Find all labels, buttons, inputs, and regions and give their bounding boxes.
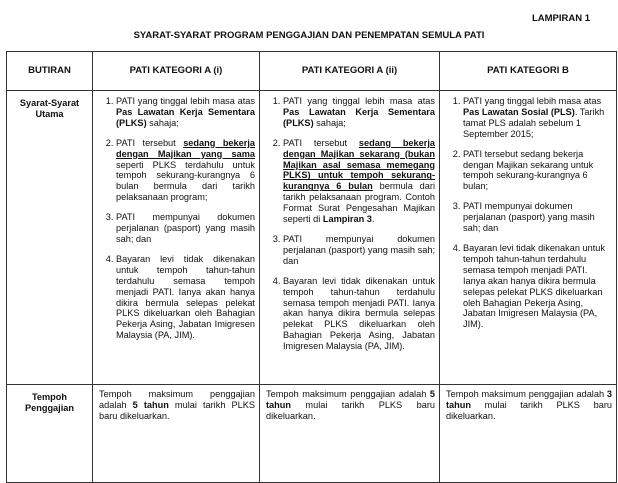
cell-a1-tempoh: Tempoh maksimum penggajian adalah 5 tahun mulai tarikh PLKS baru dikeluarkan. — [93, 385, 260, 483]
list-item: 4. Bayaran levi tidak dikenakan untuk tempoh tahun-tahun terdahulu semasa tempoh menjadi PATI. Ianya akan hanya dikira bermula selepas pelekat PLKS dikeluarkan oleh Bahagian Pekerja Asing, Jabatan Imigresen Malaysia (PA, JIM). — [463, 243, 612, 330]
list-item: 2. PATI tersebut sedang bekerja dengan Majikan yang sama seperti PLKS terdahulu untuk tempoh sekurang-kurangnya 6 bulan bermula dari tarikh pelaksanaan program; — [116, 138, 255, 203]
column-header-kategori-b: PATI KATEGORI B — [440, 52, 617, 91]
column-header-butiran: BUTIRAN — [7, 52, 93, 91]
lampiran-label: LAMPIRAN 1 — [531, 13, 590, 24]
table-header-row — [7, 52, 617, 91]
list-item: 4. Bayaran levi tidak dikenakan untuk tempoh tahun-tahun terdahulu semasa tempoh menjadi PATI. Ianya akan hanya dikira bermula selepas pelekat PLKS dikeluarkan oleh Bahagian Pekerja Asing, Jabatan Imigresen Malaysia (PA, JIM). — [116, 254, 255, 341]
list-item: 2. PATI tersebut sedang bekerja dengan Majikan sekarang (bukan Majikan asal semasa memegang PLKS) untuk tempoh sekurang-kurangnya 6 bulan bermula dari tarikh pelaksanaan program. Contoh Format Surat Pengesahan Majikan seperti di Lampiran 3. — [283, 138, 435, 225]
list-item: 1. PATI yang tinggal lebih masa atas Pas Lawatan Sosial (PLS). Tarikh tamat PLS adalah sebelum 1 September 2015; — [463, 96, 612, 140]
table-row-syarat — [7, 91, 617, 385]
list-item: 3. PATI mempunyai dokumen perjalanan (pasport) yang masih sah; dan — [116, 212, 255, 245]
document-title: SYARAT-SYARAT PROGRAM PENGGAJIAN DAN PENEMPATAN SEMULA PATI — [133, 30, 485, 41]
requirements-table — [6, 51, 617, 483]
requirements-list-b — [446, 96, 612, 330]
list-item: 2. PATI tersebut sedang bekerja dengan Majikan sekarang untuk tempoh sekurang-kurangnya 6 bulan; — [463, 149, 612, 193]
list-item: 3. PATI mempunyai dokumen perjalanan (pasport) yang masih sah; dan — [463, 201, 612, 234]
requirements-list-a2 — [266, 96, 435, 352]
requirements-list-a1 — [99, 96, 255, 341]
list-item: 3. PATI mempunyai dokumen perjalanan (pasport) yang masih sah; dan — [283, 234, 435, 267]
cell-a1-syarat — [93, 91, 260, 385]
cell-a2-tempoh: Tempoh maksimum penggajian adalah 5 tahun mulai tarikh PLKS baru dikeluarkan. — [260, 385, 440, 483]
row-label-syarat: Syarat-Syarat Utama — [7, 91, 93, 385]
cell-b-tempoh: Tempoh maksimum penggajian adalah 3 tahun mulai tarikh PLKS baru dikeluarkan. — [440, 385, 617, 483]
table-row-tempoh — [7, 385, 617, 483]
list-item: 1. PATI yang tinggal lebih masa atas Pas Lawatan Kerja Sementara (PLKS) sahaja; — [283, 96, 435, 129]
column-header-kategori-a-ii: PATI KATEGORI A (ii) — [260, 52, 440, 91]
list-item: 4. Bayaran levi tidak dikenakan untuk tempoh tahun-tahun terdahulu semasa tempoh menjadi PATI. Ianya akan hanya dikira bermula selepas pelekat PLKS dikeluarkan oleh Bahagian Pekerja Asing, Jabatan Imigresen Malaysia (PA, JIM). — [283, 276, 435, 352]
row-label-tempoh: Tempoh Penggajian — [7, 385, 93, 483]
column-header-kategori-a-i: PATI KATEGORI A (i) — [93, 52, 260, 91]
list-item: 1. PATI yang tinggal lebih masa atas Pas Lawatan Kerja Sementara (PLKS) sahaja; — [116, 96, 255, 129]
cell-b-syarat — [440, 91, 617, 385]
cell-a2-syarat — [260, 91, 440, 385]
